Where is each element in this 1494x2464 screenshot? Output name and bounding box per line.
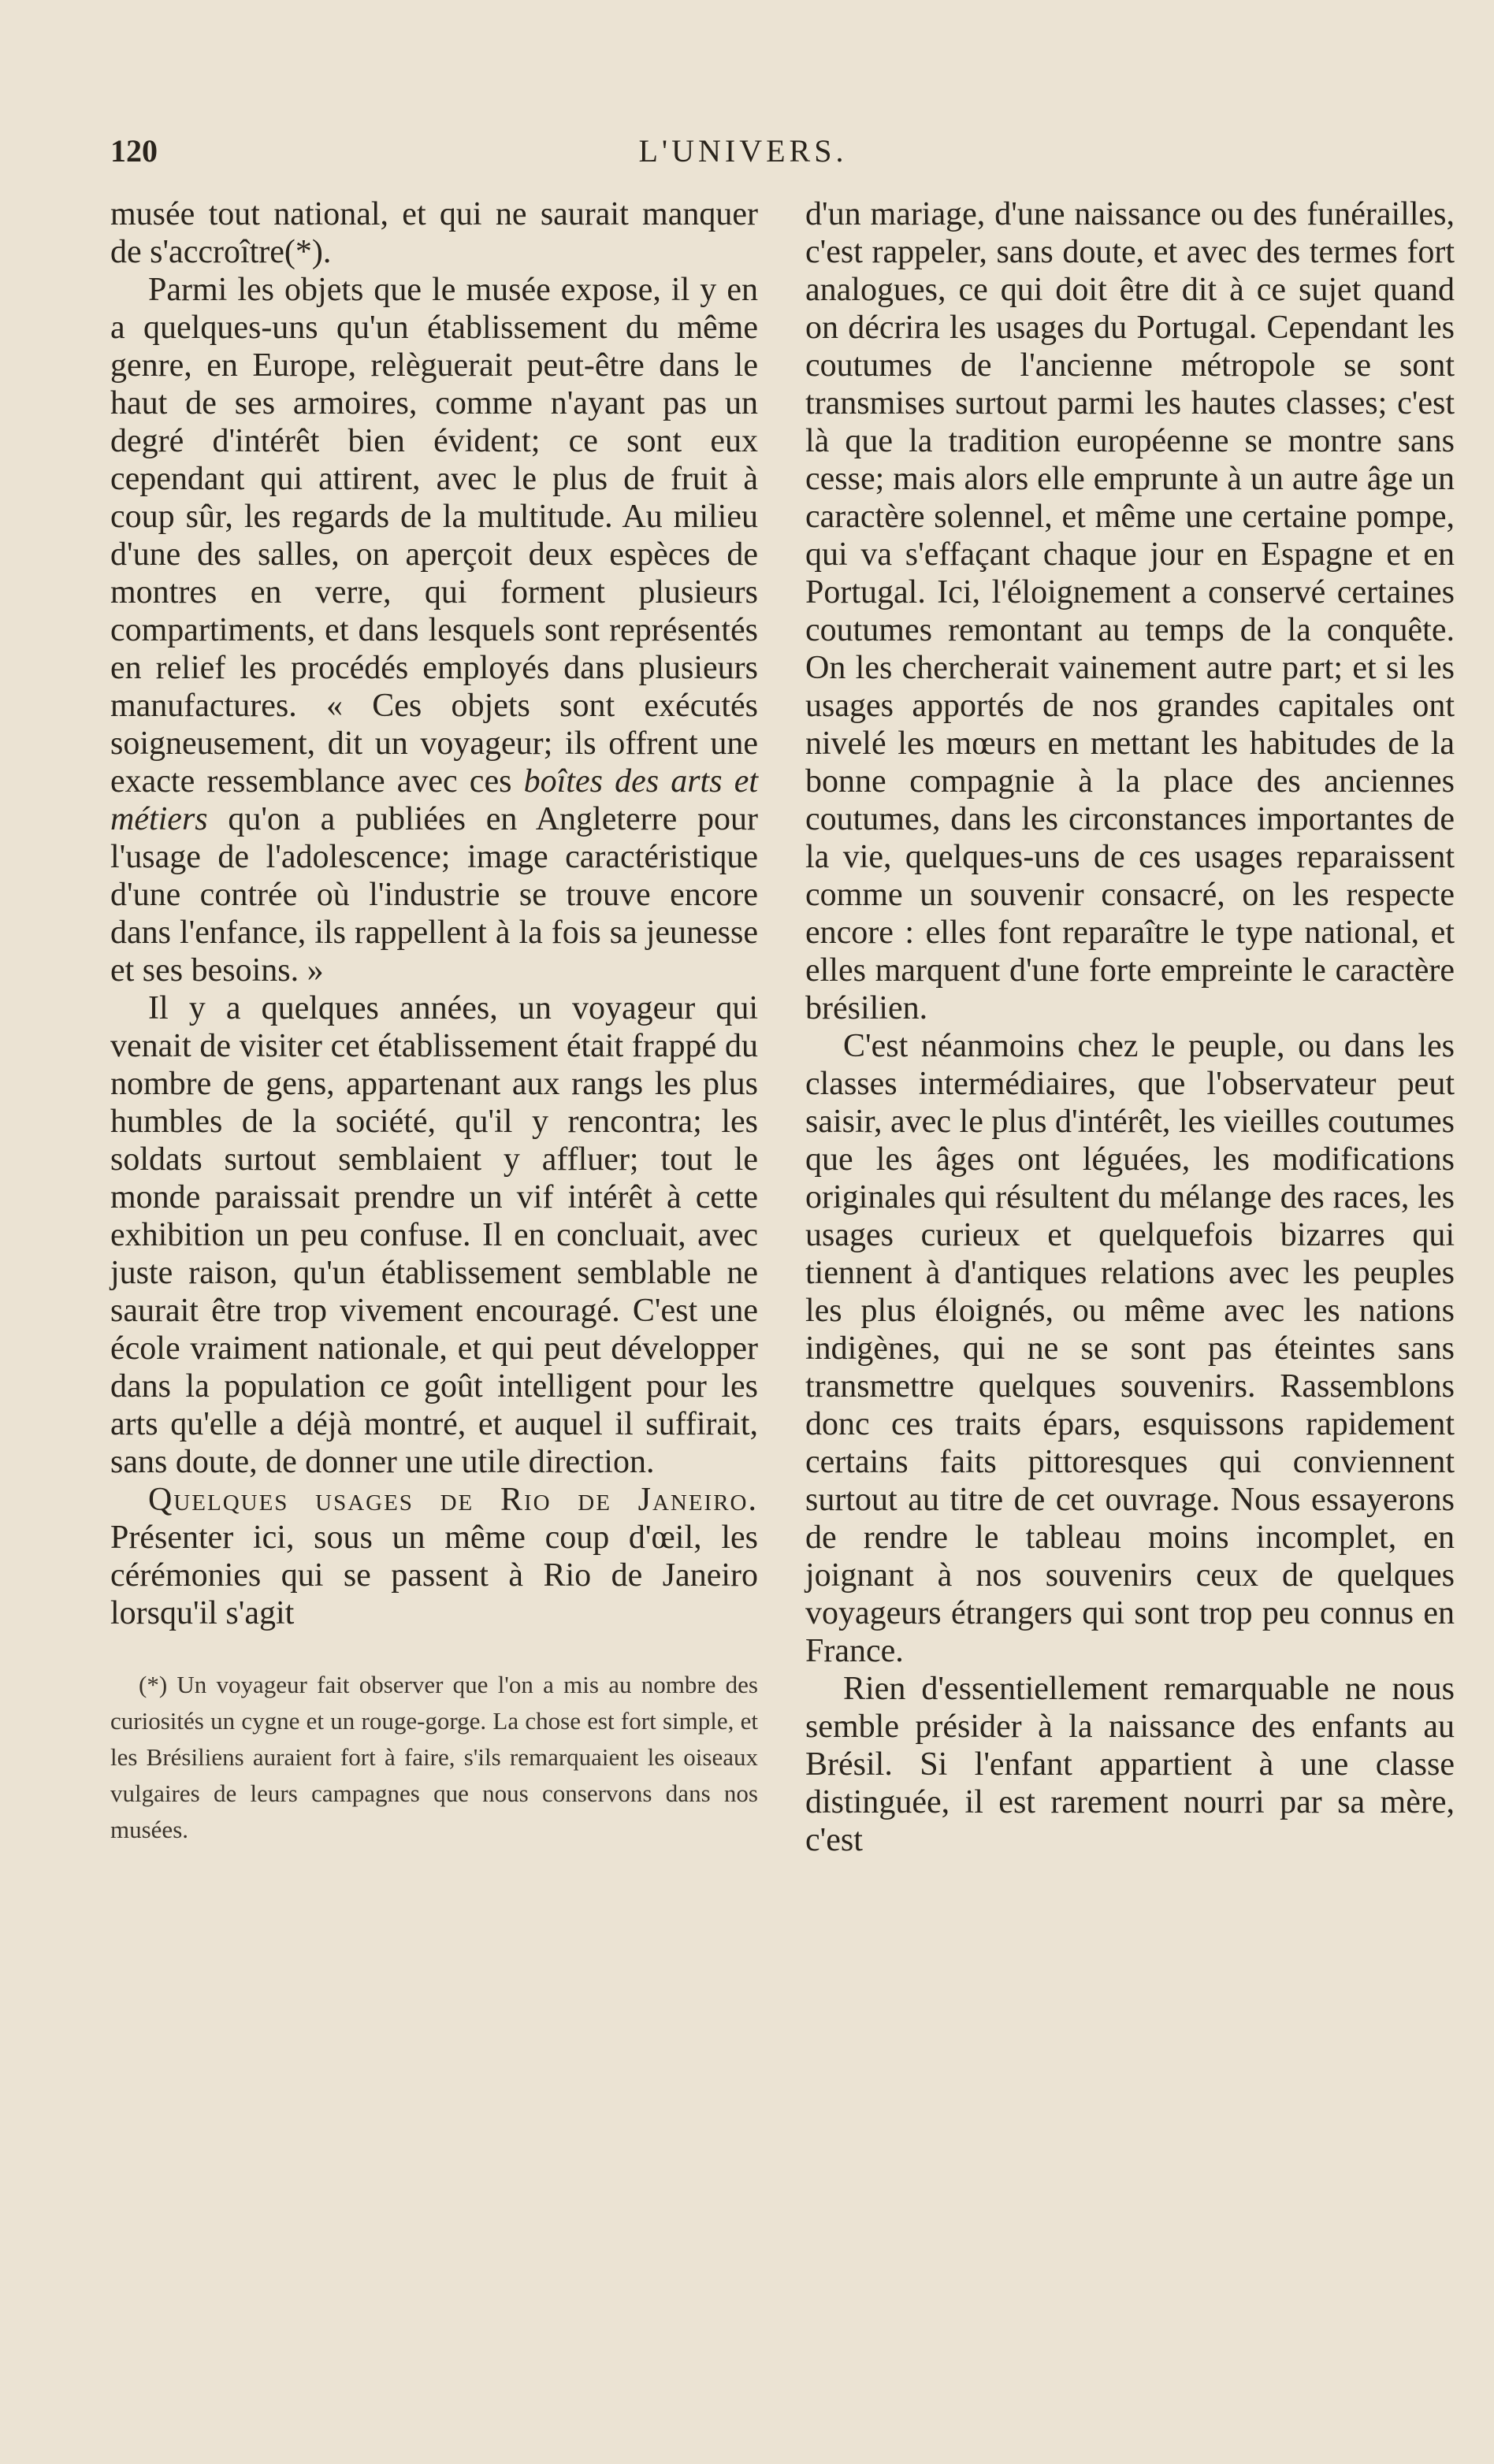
footnote: (*) Un voyageur fait observer que l'on a mis au nombre des curiosités un cygne et un rouge-gorge. La chose est fort simple, et les Brésiliens auraient fort à faire, s'ils remarquaient les oiseaux vulgaires de leurs campagnes que nous conservons dans nos musées. <box>110 1671 758 1843</box>
page-header <box>110 132 1423 180</box>
paragraph-text: Parmi les objets que le musée expose, il y en a quelques-uns qu'un établissement du même genre, en Europe, relèguerait peut-être dans le haut de ses armoires, comme n'ayant pas un degré d'intérêt bien évident; ce sont eux cependant qui attirent, avec le plus de fruit à coup sûr, les regards de la multitude. Au milieu d'une des salles, on aperçoit deux espèces de montres en verre, qui forment plusieurs compartiments, et dans lesquels sont représentés en relief les procédés employés dans plusieurs manufactures. « Ces objets sont exécutés soigneusement, dit un voyageur; ils offrent une exacte ressemblance avec ces <box>110 272 758 800</box>
page-number: 120 <box>110 133 158 169</box>
running-title: L'UNIVERS. <box>638 133 848 169</box>
section-heading: Quelques usages de Rio de Janeiro. <box>148 1482 758 1518</box>
right-column <box>805 195 1455 1859</box>
paragraph <box>110 271 758 989</box>
left-column <box>110 195 758 1848</box>
paragraph: Rien d'essentiellement remarquable ne nous semble présider à la naissance des enfants au Brésil. Si l'enfant appartient à une classe distinguée, il est rarement nourri par sa mère, c'est <box>805 1671 1455 1858</box>
paragraph: Il y a quelques années, un voyageur qui venait de visiter cet établissement était frappé du nombre de gens, appartenant aux rangs les plus humbles de la société, qu'il y rencontra; les soldats surtout semblaient y affluer; tout le monde paraissait prendre un vif intérêt à cette exhibition un peu confuse. Il en concluait, avec juste raison, qu'un établissement semblable ne saurait être trop vivement encouragé. C'est une école vraiment nationale, et qui peut développer dans la population ce goût intelligent pour les arts qu'elle a déjà montré, et auquel il suffirait, sans doute, de donner une utile direction. <box>110 990 758 1480</box>
paragraph-text: Présenter ici, sous un même coup d'œil, les cérémonies qui se passent à Rio de Janeiro lorsqu'il s'agit <box>110 1520 758 1631</box>
paragraph: d'un mariage, d'une naissance ou des funérailles, c'est rappeler, sans doute, et avec des termes fort analogues, ce qui doit être dit à ce sujet quand on décrira les usages du Portugal. Cependant les coutumes de l'ancienne métropole se sont transmises surtout parmi les hautes classes; c'est là que la tradition européenne se montre sans cesse; mais alors elle emprunte à un autre âge un caractère solennel, et même une certaine pompe, qui va s'effaçant chaque jour en Espagne et en Portugal. Ici, l'éloignement a conservé certaines coutumes remontant au temps de la conquête. On les chercherait vainement autre part; et si les usages apportés de nos grandes capitales ont nivelé les mœurs en mettant les habitudes de la bonne compagnie à la place des anciennes coutumes, dans les circonstances importantes de la vie, quelques-uns de ces usages reparaissent comme un souvenir consacré, on les respecte encore : elles font reparaître le type national, et elles marquent d'une forte empreinte le caractère brésilien. <box>805 196 1455 1026</box>
paragraph <box>110 1481 758 1632</box>
italic-term: boîtes des arts et métiers <box>110 763 759 837</box>
paragraph-text: qu'on a publiées en Angleterre pour l'usage de l'adolescence; image caractéristique d'une contrée où l'industrie se trouve encore dans l'enfance, ils rappellent à la fois sa jeunesse et ses besoins. » <box>110 801 758 989</box>
paragraph: C'est néanmoins chez le peuple, ou dans les classes intermédiaires, que l'observateur peut saisir, avec le plus d'intérêt, les vieilles coutumes que les âges ont léguées, les modifications originales qui résultent du mélange des races, les usages curieux et quelquefois bizarres qui tiennent à d'antiques relations avec les peuples les plus éloignés, ou même avec les nations indigènes, qui ne se sont pas éteintes sans transmettre quelques souvenirs. Rassemblons donc ces traits épars, esquissons rapidement certains faits pittoresques qui conviennent surtout au titre de cet ouvrage. Nous essayerons de rendre le tableau moins incomplet, en joignant à nos souvenirs ceux de quelques voyageurs étrangers qui sont trop peu connus en France. <box>805 1028 1455 1669</box>
paragraph: musée tout national, et qui ne saurait manquer de s'accroître(*). <box>110 196 758 270</box>
